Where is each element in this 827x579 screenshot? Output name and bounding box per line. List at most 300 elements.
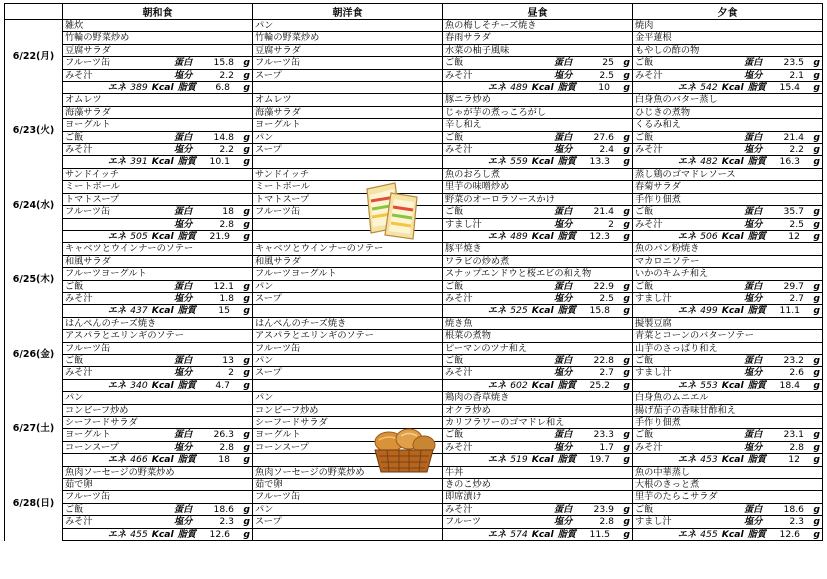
dish-name: ヨーグルト xyxy=(255,119,301,131)
dish-row xyxy=(445,442,630,453)
dish-name: はんぺんのチーズ焼き xyxy=(65,317,157,329)
protein-label: 蛋白 xyxy=(554,131,573,143)
table-row xyxy=(5,44,823,56)
table-row xyxy=(5,106,823,118)
menu-cell xyxy=(443,528,633,540)
dish-name: 竹輪の野菜炒め xyxy=(255,32,320,44)
dish-name: トマトスープ xyxy=(65,193,120,205)
menu-cell xyxy=(253,516,443,528)
dish-row xyxy=(65,442,250,453)
table-row xyxy=(5,367,823,379)
menu-cell xyxy=(443,441,633,453)
menu-cell xyxy=(253,255,443,267)
unit-label: g xyxy=(813,441,820,453)
fat-value: 21.9 xyxy=(209,230,230,242)
energy-row xyxy=(65,454,250,465)
fat-value: 12 xyxy=(788,454,800,466)
protein-value: 27.6 xyxy=(593,131,614,143)
menu-cell xyxy=(443,305,633,317)
energy-label: エネ xyxy=(677,305,697,317)
dish-name: みそ汁 xyxy=(65,144,93,156)
protein-value: 35.7 xyxy=(783,206,804,218)
dish-name: フルーツ缶 xyxy=(255,342,301,354)
table-row xyxy=(5,243,823,255)
header-cell: 昼食 xyxy=(443,4,633,20)
menu-cell xyxy=(443,218,633,230)
dish-name: パン xyxy=(255,131,274,143)
energy-value: 505 xyxy=(130,230,148,242)
energy-row xyxy=(635,380,820,391)
menu-cell xyxy=(253,44,443,56)
dish-name: すまし汁 xyxy=(635,292,672,304)
table-row xyxy=(5,20,823,32)
menu-cell xyxy=(253,367,443,379)
dish-name: 野菜のオーロラソースかけ xyxy=(445,193,555,205)
menu-cell xyxy=(633,280,823,292)
menu-cell xyxy=(633,429,823,441)
dish-name: ご飯 xyxy=(445,354,464,366)
menu-cell xyxy=(63,119,253,131)
table-row xyxy=(5,144,823,156)
energy-row xyxy=(635,454,820,465)
menu-cell xyxy=(633,82,823,94)
menu-cell xyxy=(633,379,823,391)
protein-value: 21.4 xyxy=(593,206,614,218)
dish-name: フルーツ缶 xyxy=(65,206,111,218)
protein-label: 蛋白 xyxy=(554,57,573,69)
energy-value: 466 xyxy=(130,454,148,466)
menu-cell xyxy=(63,503,253,515)
energy-value: 574 xyxy=(510,528,528,540)
salt-value: 1.7 xyxy=(599,441,614,453)
unit-label: g xyxy=(243,441,250,453)
menu-cell xyxy=(443,230,633,242)
salt-value: 2.5 xyxy=(789,218,804,230)
unit-label: g xyxy=(623,57,630,69)
dish-name: 豚ニラ炒め xyxy=(445,94,491,106)
fat-label: 脂質 xyxy=(177,82,196,94)
unit-label: g xyxy=(243,82,250,94)
energy-label: エネ xyxy=(487,528,507,540)
dish-name: くるみ和え xyxy=(635,119,681,131)
dish-name: コーンスープ xyxy=(65,441,119,453)
dish-name: オムレツ xyxy=(65,94,102,106)
menu-cell xyxy=(633,106,823,118)
menu-cell xyxy=(253,404,443,416)
dish-name: ご飯 xyxy=(445,429,464,441)
menu-cell xyxy=(443,193,633,205)
salt-label: 塩分 xyxy=(174,292,193,304)
menu-cell xyxy=(633,206,823,218)
salt-value: 2.8 xyxy=(789,441,804,453)
dish-name: すまし汁 xyxy=(635,367,672,379)
menu-cell xyxy=(63,280,253,292)
dish-row xyxy=(65,219,250,230)
menu-cell xyxy=(63,379,253,391)
dish-name: ご飯 xyxy=(635,503,654,515)
dish-name: 辛し和え xyxy=(445,119,482,131)
dish-name: オクラ炒め xyxy=(445,404,491,416)
dish-name: ご飯 xyxy=(445,131,464,143)
dish-row xyxy=(635,293,820,304)
dish-name: フルーツ缶 xyxy=(65,342,111,354)
energy-value: 391 xyxy=(130,156,148,168)
fat-value: 6.8 xyxy=(215,82,230,94)
menu-cell xyxy=(443,44,633,56)
protein-label: 蛋白 xyxy=(744,131,763,143)
menu-cell xyxy=(63,330,253,342)
date-cell: 6/23(火) xyxy=(5,94,63,168)
unit-label: g xyxy=(813,156,820,168)
dish-row xyxy=(255,293,440,304)
dish-name: すまし汁 xyxy=(445,218,482,230)
energy-label: エネ xyxy=(677,156,697,168)
dish-name: フルーツ xyxy=(445,516,482,528)
dish-row xyxy=(635,504,820,515)
salt-label: 塩分 xyxy=(554,516,573,528)
menu-cell xyxy=(443,119,633,131)
menu-cell xyxy=(443,32,633,44)
dish-row xyxy=(445,219,630,230)
unit-label: g xyxy=(623,292,630,304)
unit-label: g xyxy=(243,131,250,143)
protein-value: 26.3 xyxy=(213,429,234,441)
kcal-label: Kcal xyxy=(151,379,174,391)
energy-row xyxy=(65,529,250,540)
unit-label: g xyxy=(813,69,820,81)
unit-label: g xyxy=(813,280,820,292)
menu-cell xyxy=(63,268,253,280)
dish-name: キャベツとウインナーのソテー xyxy=(65,243,194,255)
menu-cell xyxy=(633,32,823,44)
dish-name: 金平蓮根 xyxy=(635,32,672,44)
protein-value: 23.1 xyxy=(783,429,804,441)
salt-value: 2.8 xyxy=(599,516,614,528)
menu-cell xyxy=(63,404,253,416)
protein-value: 25 xyxy=(602,57,614,69)
dish-name: みそ汁 xyxy=(635,69,663,81)
fat-value: 15.4 xyxy=(779,82,800,94)
energy-row xyxy=(445,82,630,93)
dish-name: 魚肉ソーセージの野菜炒め xyxy=(255,466,365,478)
dish-name: ご飯 xyxy=(445,57,464,69)
dish-name: フルーツ缶 xyxy=(65,491,111,503)
fat-value: 18.4 xyxy=(779,379,800,391)
table-row xyxy=(5,342,823,354)
unit-label: g xyxy=(623,69,630,81)
dish-name: ご飯 xyxy=(445,280,464,292)
dish-name: ご飯 xyxy=(65,131,84,143)
menu-cell xyxy=(63,479,253,491)
dish-row xyxy=(445,367,630,378)
header-cell: 夕食 xyxy=(633,4,823,20)
dish-name: 里芋の味噌炒め xyxy=(445,181,510,193)
energy-label: エネ xyxy=(677,454,697,466)
kcal-label: Kcal xyxy=(531,454,554,466)
unit-label: g xyxy=(623,230,630,242)
salt-value: 2.6 xyxy=(789,367,804,379)
fat-label: 脂質 xyxy=(557,528,576,540)
table-row xyxy=(5,280,823,292)
unit-label: g xyxy=(623,367,630,379)
dish-name: ご飯 xyxy=(635,206,654,218)
table-row xyxy=(5,392,823,404)
energy-row xyxy=(635,156,820,167)
energy-value: 389 xyxy=(130,82,148,94)
salt-label: 塩分 xyxy=(554,69,573,81)
dish-name: 海藻サラダ xyxy=(255,106,301,118)
unit-label: g xyxy=(813,206,820,218)
protein-label: 蛋白 xyxy=(554,429,573,441)
dish-name: スープ xyxy=(255,144,282,156)
menu-cell xyxy=(253,317,443,329)
menu-cell xyxy=(63,454,253,466)
date-cell: 6/27(土) xyxy=(5,392,63,466)
dish-name: みそ汁 xyxy=(445,144,473,156)
salt-label: 塩分 xyxy=(554,367,573,379)
dish-row xyxy=(255,281,440,292)
menu-cell xyxy=(633,342,823,354)
protein-label: 蛋白 xyxy=(174,280,193,292)
table-row xyxy=(5,516,823,528)
dish-name: 魚のおろし煮 xyxy=(445,168,501,180)
fat-label: 脂質 xyxy=(747,528,766,540)
unit-label: g xyxy=(243,292,250,304)
dish-name: 豚平焼き xyxy=(445,243,482,255)
table-row xyxy=(5,32,823,44)
energy-label: エネ xyxy=(487,305,507,317)
dish-row xyxy=(445,355,630,366)
dish-name: 茹で卵 xyxy=(255,479,283,491)
table-row xyxy=(5,82,823,94)
unit-label: g xyxy=(243,503,250,515)
dish-name: ご飯 xyxy=(65,354,84,366)
corner-cell xyxy=(5,4,63,20)
dish-name: みそ汁 xyxy=(65,367,93,379)
dish-name: ご飯 xyxy=(635,57,654,69)
unit-label: g xyxy=(813,367,820,379)
menu-cell xyxy=(443,156,633,168)
menu-sheet xyxy=(4,3,822,576)
menu-cell xyxy=(633,131,823,143)
menu-cell xyxy=(443,131,633,143)
dish-name: 揚げ茄子の香味甘酢和え xyxy=(635,404,737,416)
menu-cell xyxy=(443,317,633,329)
unit-label: g xyxy=(623,429,630,441)
energy-row xyxy=(635,82,820,93)
dish-row xyxy=(65,367,250,378)
dish-row xyxy=(255,367,440,378)
dish-name: すまし汁 xyxy=(635,516,672,528)
kcal-label: Kcal xyxy=(531,82,554,94)
dish-name: コーンスープ xyxy=(255,441,309,453)
dish-name: ピーマンのツナ和え xyxy=(445,342,528,354)
menu-cell xyxy=(443,466,633,478)
date-cell: 6/25(木) xyxy=(5,243,63,317)
energy-value: 482 xyxy=(700,156,718,168)
fat-value: 16.3 xyxy=(779,156,800,168)
menu-cell xyxy=(443,292,633,304)
menu-cell xyxy=(633,243,823,255)
dish-name: サンドイッチ xyxy=(65,168,120,180)
dish-name: みそ汁 xyxy=(635,218,663,230)
fat-value: 10.1 xyxy=(209,156,230,168)
menu-cell xyxy=(443,516,633,528)
menu-cell xyxy=(253,131,443,143)
salt-label: 塩分 xyxy=(744,218,763,230)
protein-value: 21.4 xyxy=(783,131,804,143)
menu-cell xyxy=(253,305,443,317)
menu-cell xyxy=(253,503,443,515)
protein-label: 蛋白 xyxy=(744,503,763,515)
energy-row xyxy=(445,380,630,391)
dish-row xyxy=(635,367,820,378)
unit-label: g xyxy=(623,156,630,168)
unit-label: g xyxy=(243,206,250,218)
kcal-label: Kcal xyxy=(721,528,744,540)
menu-cell xyxy=(63,528,253,540)
kcal-label: Kcal xyxy=(531,156,554,168)
dish-name: みそ汁 xyxy=(65,292,93,304)
dish-name: 根菜の煮物 xyxy=(445,330,491,342)
table-row xyxy=(5,268,823,280)
salt-label: 塩分 xyxy=(554,218,573,230)
dish-name: フルーツ缶 xyxy=(255,206,301,218)
dish-row xyxy=(635,355,820,366)
energy-row xyxy=(445,231,630,242)
fat-value: 11.5 xyxy=(589,528,610,540)
menu-cell xyxy=(443,417,633,429)
protein-label: 蛋白 xyxy=(554,280,573,292)
menu-cell xyxy=(633,94,823,106)
salt-value: 2.7 xyxy=(789,292,804,304)
dish-name: ご飯 xyxy=(635,131,654,143)
protein-value: 12.1 xyxy=(213,280,234,292)
protein-value: 23.3 xyxy=(593,429,614,441)
menu-cell xyxy=(633,292,823,304)
salt-label: 塩分 xyxy=(174,218,193,230)
menu-cell xyxy=(253,156,443,168)
table-row xyxy=(5,94,823,106)
unit-label: g xyxy=(813,292,820,304)
menu-cell xyxy=(63,44,253,56)
energy-label: エネ xyxy=(487,454,507,466)
protein-value: 23.5 xyxy=(783,57,804,69)
kcal-label: Kcal xyxy=(721,82,744,94)
dish-name: オムレツ xyxy=(255,94,292,106)
dish-row xyxy=(255,70,440,81)
unit-label: g xyxy=(623,516,630,528)
dish-name: ミートボール xyxy=(255,181,310,193)
dish-name: 雑炊 xyxy=(65,20,84,31)
menu-cell xyxy=(633,230,823,242)
table-row xyxy=(5,69,823,81)
menu-cell xyxy=(633,119,823,131)
protein-label: 蛋白 xyxy=(174,57,193,69)
unit-label: g xyxy=(623,144,630,156)
fat-label: 脂質 xyxy=(557,379,576,391)
dish-name: スープ xyxy=(255,69,282,81)
energy-row xyxy=(65,156,250,167)
menu-cell xyxy=(253,82,443,94)
energy-row xyxy=(445,305,630,316)
dish-name: 手作り佃煮 xyxy=(635,193,681,205)
dish-name: 竹輪の野菜炒め xyxy=(65,32,130,44)
menu-cell xyxy=(633,516,823,528)
salt-value: 2.7 xyxy=(599,367,614,379)
dish-name: みそ汁 xyxy=(445,69,473,81)
dish-name: キャベツとウインナーのソテー xyxy=(255,243,384,255)
table-row xyxy=(5,354,823,366)
dish-name: 和風サラダ xyxy=(65,255,111,267)
dish-name: 海藻サラダ xyxy=(65,106,111,118)
salt-label: 塩分 xyxy=(744,516,763,528)
dish-row xyxy=(635,70,820,81)
unit-label: g xyxy=(813,516,820,528)
dish-name: 青菜とコーンのバターソテー xyxy=(635,330,754,342)
energy-value: 542 xyxy=(700,82,718,94)
unit-label: g xyxy=(813,230,820,242)
dish-name: アスパラとエリンギのソテー xyxy=(65,330,184,342)
protein-value: 22.8 xyxy=(593,354,614,366)
menu-cell xyxy=(633,404,823,416)
kcal-label: Kcal xyxy=(151,82,174,94)
salt-label: 塩分 xyxy=(174,441,193,453)
dish-name: 里芋のたらこサラダ xyxy=(635,491,718,503)
dish-row xyxy=(635,516,820,527)
unit-label: g xyxy=(813,454,820,466)
fat-value: 25.2 xyxy=(589,379,610,391)
menu-cell xyxy=(443,69,633,81)
kcal-label: Kcal xyxy=(531,230,554,242)
menu-cell xyxy=(253,392,443,404)
date-cell: 6/28(日) xyxy=(5,466,63,540)
unit-label: g xyxy=(243,69,250,81)
unit-label: g xyxy=(623,218,630,230)
table-row xyxy=(5,528,823,540)
unit-label: g xyxy=(623,82,630,94)
fat-label: 脂質 xyxy=(747,230,766,242)
dish-row xyxy=(65,516,250,527)
fat-label: 脂質 xyxy=(747,305,766,317)
energy-value: 602 xyxy=(510,379,528,391)
table-row xyxy=(5,305,823,317)
fat-label: 脂質 xyxy=(747,379,766,391)
menu-cell xyxy=(633,503,823,515)
dish-name: きのこ炒め xyxy=(445,479,491,491)
dish-name: ご飯 xyxy=(635,354,654,366)
energy-value: 437 xyxy=(130,305,148,317)
dish-row xyxy=(445,57,630,68)
unit-label: g xyxy=(623,379,630,391)
menu-cell xyxy=(443,354,633,366)
table-row xyxy=(5,379,823,391)
fat-value: 10 xyxy=(598,82,610,94)
protein-label: 蛋白 xyxy=(174,503,193,515)
menu-cell xyxy=(63,243,253,255)
salt-label: 塩分 xyxy=(174,69,193,81)
protein-value: 18.6 xyxy=(783,503,804,515)
menu-cell xyxy=(253,20,443,32)
dish-name: シーフードサラダ xyxy=(255,417,328,428)
date-cell: 6/22(月) xyxy=(5,20,63,94)
menu-cell xyxy=(443,503,633,515)
fat-label: 脂質 xyxy=(177,156,196,168)
fat-value: 15.8 xyxy=(589,305,610,317)
unit-label: g xyxy=(623,305,630,317)
salt-value: 1.8 xyxy=(219,292,234,304)
fat-label: 脂質 xyxy=(177,230,196,242)
